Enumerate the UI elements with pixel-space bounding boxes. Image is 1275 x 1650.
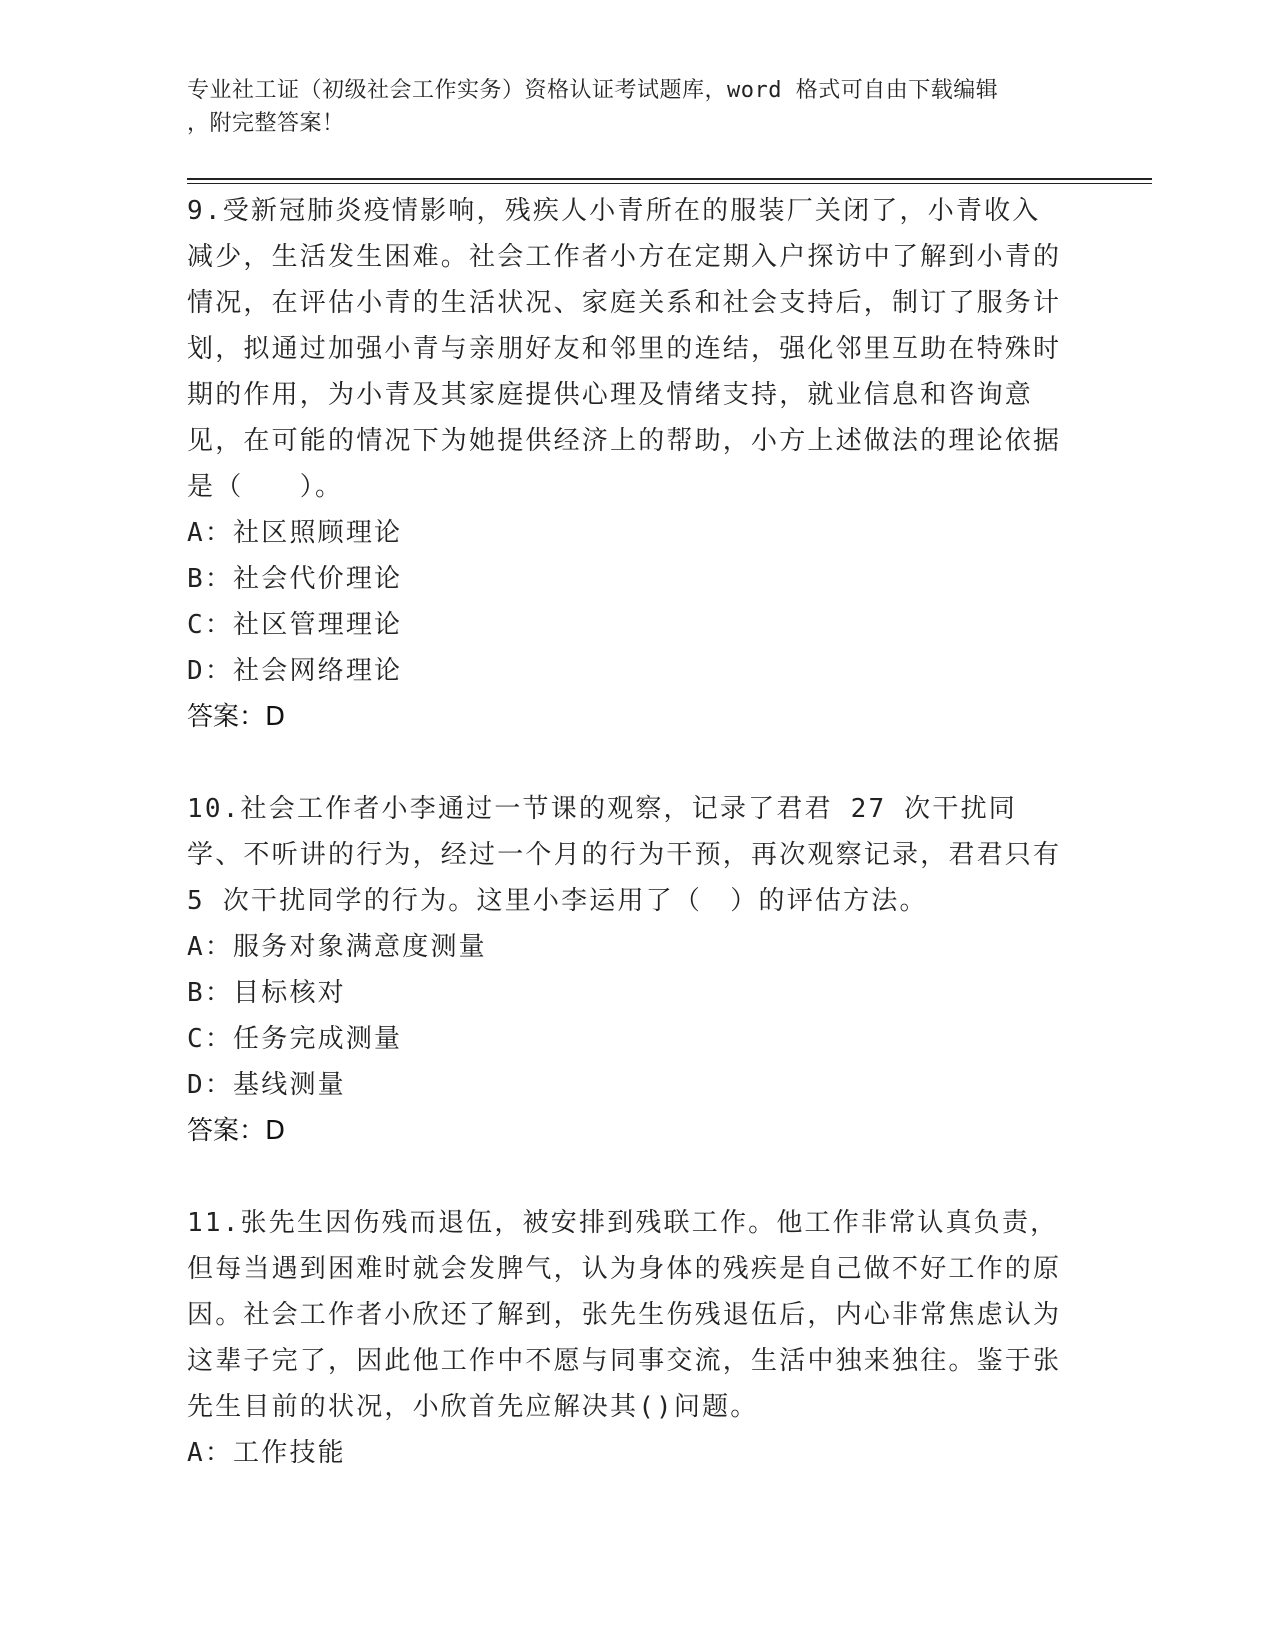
- option-d: D：社会网络理论: [187, 656, 403, 686]
- page-header: [187, 74, 1067, 140]
- question-spacer: [187, 740, 1067, 786]
- question-spacer: [187, 1154, 1067, 1200]
- option-c: C：任务完成测量: [187, 1024, 403, 1054]
- option-a: A：服务对象满意度测量: [187, 932, 487, 962]
- option-a: A：工作技能: [187, 1438, 346, 1468]
- answer-line: 答案：D: [187, 702, 286, 732]
- answer-line: 答案：D: [187, 1116, 286, 1146]
- option-b: B：社会代价理论: [187, 564, 403, 594]
- option-c: C：社区管理理论: [187, 610, 403, 640]
- option-a: A：社区照顾理论: [187, 518, 403, 548]
- question-stem: 10.社会工作者小李通过一节课的观察，记录了君君 27 次干扰同学、不听讲的行为，经过一个月的行为干预，再次观察记录，君君只有 5 次干扰同学的行为。这里小李运用了（ ）的评估方法。: [187, 794, 1062, 916]
- question-stem: 11.张先生因伤残而退伍，被安排到残联工作。他工作非常认真负责，但每当遇到困难时就会发脾气，认为身体的残疾是自己做不好工作的原因。社会工作者小欣还了解到，张先生伤残退伍后，内心非常焦虑认为这辈子完了，因此他工作中不愿与同事交流，生活中独来独往。鉴于张先生目前的状况，小欣首先应解决其()问题。: [187, 1208, 1062, 1422]
- header-line-1: 专业社工证（初级社会工作实务）资格认证考试题库，word 格式可自由下载编辑: [187, 78, 999, 103]
- option-d: D：基线测量: [187, 1070, 346, 1100]
- question-10: [187, 786, 1067, 1154]
- header-line-2: ，附完整答案！: [187, 111, 345, 136]
- option-b: B：目标核对: [187, 978, 346, 1008]
- question-list: [187, 188, 1067, 1476]
- question-11: [187, 1200, 1067, 1476]
- question-9: [187, 188, 1067, 740]
- header-divider-thin: [187, 183, 1152, 184]
- header-divider-thick: [187, 178, 1152, 180]
- question-stem: 9.受新冠肺炎疫情影响，残疾人小青所在的服装厂关闭了，小青收入减少，生活发生困难。社会工作者小方在定期入户探访中了解到小青的情况，在评估小青的生活状况、家庭关系和社会支持后，制订了服务计划，拟通过加强小青与亲朋好友和邻里的连结，强化邻里互助在特殊时期的作用，为小青及其家庭提供心理及情绪支持，就业信息和咨询意见，在可能的情况下为她提供经济上的帮助，小方上述做法的理论依据是（ ）。: [187, 196, 1062, 502]
